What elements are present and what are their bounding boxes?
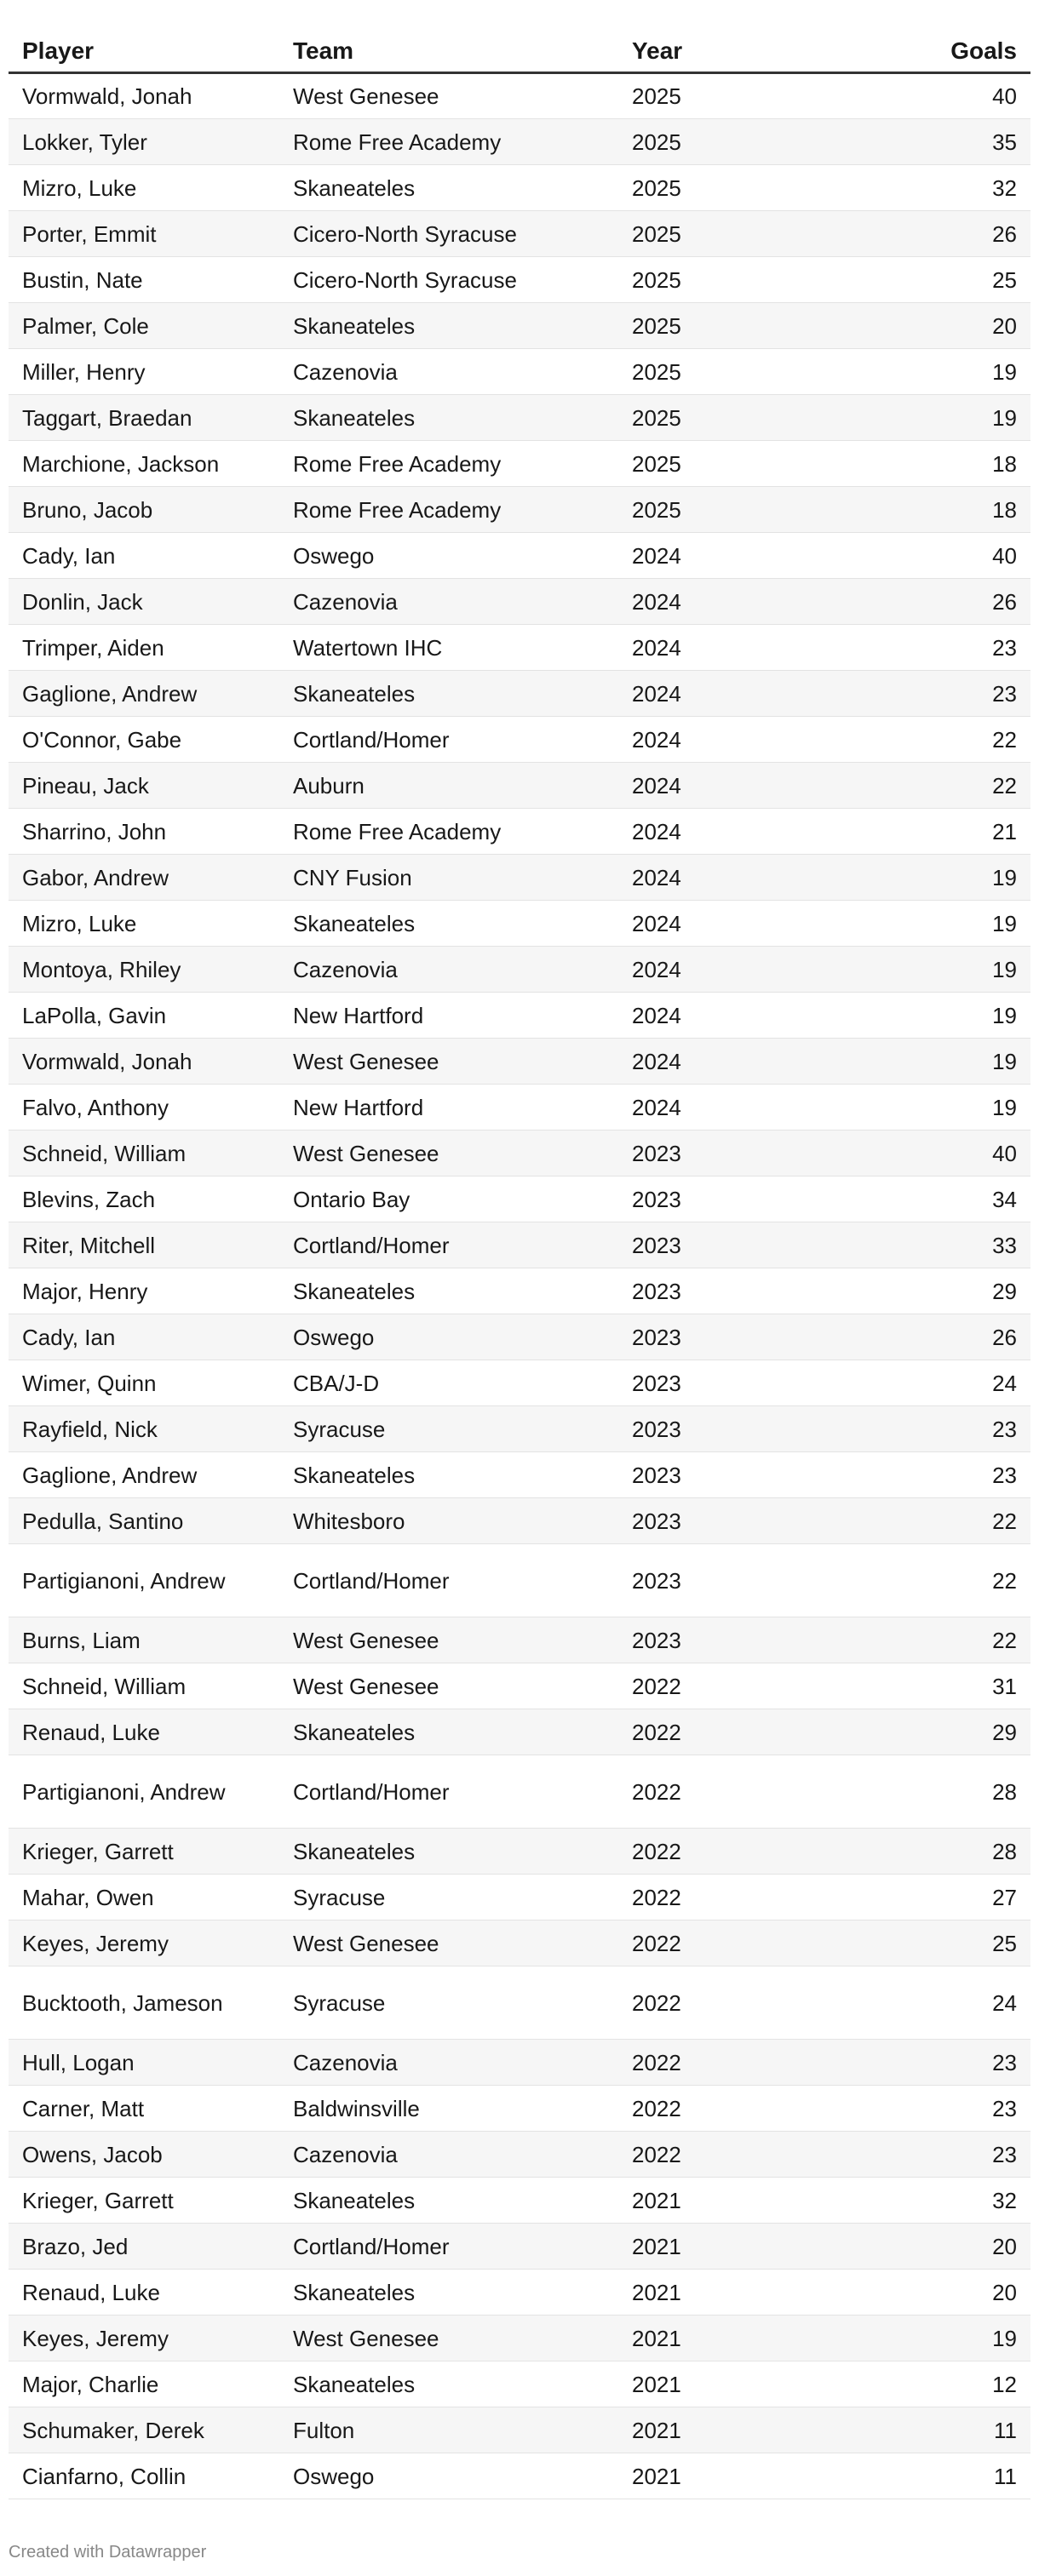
cell-player: Riter, Mitchell	[9, 1222, 279, 1268]
table-container	[9, 26, 1030, 2499]
cell-goals: 18	[789, 487, 1030, 533]
cell-team: Auburn	[279, 763, 618, 809]
cell-player: Palmer, Cole	[9, 303, 279, 349]
table-row	[9, 2040, 1030, 2086]
cell-team: Oswego	[279, 533, 618, 579]
cell-player: Mahar, Owen	[9, 1875, 279, 1921]
cell-team: Skaneateles	[279, 1268, 618, 1314]
table-row	[9, 487, 1030, 533]
cell-team: Skaneateles	[279, 165, 618, 211]
goals-table	[9, 26, 1030, 2499]
cell-team: Ontario Bay	[279, 1176, 618, 1222]
cell-year: 2023	[618, 1406, 789, 1452]
cell-goals: 22	[789, 763, 1030, 809]
cell-goals: 19	[789, 1039, 1030, 1085]
cell-team: Cortland/Homer	[279, 1222, 618, 1268]
cell-year: 2021	[618, 2224, 789, 2270]
datawrapper-credit: Created with Datawrapper	[9, 2543, 207, 2562]
table-row	[9, 2132, 1030, 2178]
cell-goals: 19	[789, 855, 1030, 901]
cell-team: Skaneateles	[279, 2178, 618, 2224]
table-row	[9, 257, 1030, 303]
cell-year: 2025	[618, 211, 789, 257]
cell-goals: 19	[789, 947, 1030, 993]
cell-goals: 20	[789, 2270, 1030, 2316]
cell-team: Cazenovia	[279, 947, 618, 993]
cell-goals: 23	[789, 1452, 1030, 1498]
cell-year: 2025	[618, 165, 789, 211]
table-row	[9, 2316, 1030, 2361]
cell-goals: 25	[789, 1921, 1030, 1966]
table-row	[9, 763, 1030, 809]
cell-goals: 19	[789, 993, 1030, 1039]
cell-goals: 19	[789, 2316, 1030, 2361]
cell-team: Syracuse	[279, 1875, 618, 1921]
cell-goals: 11	[789, 2407, 1030, 2453]
cell-team: Cazenovia	[279, 2132, 618, 2178]
cell-year: 2022	[618, 1829, 789, 1875]
cell-goals: 23	[789, 2086, 1030, 2132]
cell-team: Rome Free Academy	[279, 441, 618, 487]
cell-goals: 40	[789, 1131, 1030, 1176]
cell-year: 2024	[618, 717, 789, 763]
cell-player: Gaglione, Andrew	[9, 671, 279, 717]
cell-goals: 31	[789, 1663, 1030, 1709]
cell-team: West Genesee	[279, 1617, 618, 1663]
cell-player: Mizro, Luke	[9, 901, 279, 947]
column-header-goals[interactable]: Goals	[789, 26, 1030, 73]
cell-team: Cazenovia	[279, 349, 618, 395]
cell-year: 2024	[618, 533, 789, 579]
cell-player: Major, Charlie	[9, 2361, 279, 2407]
cell-goals: 32	[789, 2178, 1030, 2224]
cell-goals: 11	[789, 2453, 1030, 2499]
cell-team: Rome Free Academy	[279, 487, 618, 533]
table-row	[9, 441, 1030, 487]
cell-goals: 28	[789, 1829, 1030, 1875]
table-header	[9, 26, 1030, 73]
cell-goals: 26	[789, 579, 1030, 625]
cell-year: 2021	[618, 2316, 789, 2361]
cell-team: West Genesee	[279, 1921, 618, 1966]
cell-player: Schneid, William	[9, 1663, 279, 1709]
cell-player: Partigianoni, Andrew	[9, 1755, 279, 1829]
table-row	[9, 1617, 1030, 1663]
table-row	[9, 395, 1030, 441]
header-row	[9, 26, 1030, 73]
cell-player: Cady, Ian	[9, 1314, 279, 1360]
cell-team: Skaneateles	[279, 2270, 618, 2316]
cell-goals: 27	[789, 1875, 1030, 1921]
table-row	[9, 1360, 1030, 1406]
cell-year: 2025	[618, 303, 789, 349]
cell-year: 2023	[618, 1544, 789, 1617]
table-row	[9, 1498, 1030, 1544]
cell-team: Cicero-North Syracuse	[279, 257, 618, 303]
cell-goals: 33	[789, 1222, 1030, 1268]
cell-year: 2023	[618, 1268, 789, 1314]
cell-player: Marchione, Jackson	[9, 441, 279, 487]
table-row	[9, 1966, 1030, 2040]
table-row	[9, 809, 1030, 855]
cell-player: Bucktooth, Jameson	[9, 1966, 279, 2040]
cell-year: 2022	[618, 1755, 789, 1829]
cell-player: Mizro, Luke	[9, 165, 279, 211]
cell-year: 2022	[618, 1966, 789, 2040]
table-row	[9, 579, 1030, 625]
cell-player: Bruno, Jacob	[9, 487, 279, 533]
cell-team: Rome Free Academy	[279, 809, 618, 855]
cell-year: 2021	[618, 2178, 789, 2224]
cell-year: 2025	[618, 441, 789, 487]
cell-year: 2021	[618, 2270, 789, 2316]
cell-team: CBA/J-D	[279, 1360, 618, 1406]
cell-player: Owens, Jacob	[9, 2132, 279, 2178]
cell-goals: 23	[789, 671, 1030, 717]
cell-player: Falvo, Anthony	[9, 1085, 279, 1131]
cell-player: Brazo, Jed	[9, 2224, 279, 2270]
cell-player: Keyes, Jeremy	[9, 2316, 279, 2361]
cell-team: Cortland/Homer	[279, 1755, 618, 1829]
cell-goals: 22	[789, 717, 1030, 763]
table-row	[9, 901, 1030, 947]
table-row	[9, 1406, 1030, 1452]
table-row	[9, 2270, 1030, 2316]
cell-team: Rome Free Academy	[279, 119, 618, 165]
cell-team: Skaneateles	[279, 901, 618, 947]
cell-player: Keyes, Jeremy	[9, 1921, 279, 1966]
cell-player: Donlin, Jack	[9, 579, 279, 625]
cell-year: 2024	[618, 809, 789, 855]
table-row	[9, 947, 1030, 993]
cell-team: Oswego	[279, 2453, 618, 2499]
cell-team: Skaneateles	[279, 395, 618, 441]
table-row	[9, 1829, 1030, 1875]
cell-year: 2023	[618, 1617, 789, 1663]
cell-player: Krieger, Garrett	[9, 2178, 279, 2224]
cell-year: 2025	[618, 73, 789, 119]
cell-player: Major, Henry	[9, 1268, 279, 1314]
cell-team: Skaneateles	[279, 671, 618, 717]
cell-team: West Genesee	[279, 1131, 618, 1176]
cell-year: 2024	[618, 855, 789, 901]
cell-goals: 22	[789, 1498, 1030, 1544]
cell-year: 2024	[618, 1085, 789, 1131]
cell-goals: 20	[789, 303, 1030, 349]
cell-player: LaPolla, Gavin	[9, 993, 279, 1039]
cell-team: Skaneateles	[279, 1452, 618, 1498]
cell-team: Syracuse	[279, 1966, 618, 2040]
cell-team: West Genesee	[279, 1039, 618, 1085]
cell-goals: 22	[789, 1617, 1030, 1663]
table-row	[9, 1544, 1030, 1617]
cell-year: 2024	[618, 763, 789, 809]
cell-year: 2022	[618, 2040, 789, 2086]
cell-player: Hull, Logan	[9, 2040, 279, 2086]
cell-year: 2023	[618, 1176, 789, 1222]
cell-goals: 22	[789, 1544, 1030, 1617]
cell-goals: 29	[789, 1268, 1030, 1314]
cell-player: O'Connor, Gabe	[9, 717, 279, 763]
cell-goals: 21	[789, 809, 1030, 855]
cell-team: Skaneateles	[279, 303, 618, 349]
cell-player: Renaud, Luke	[9, 2270, 279, 2316]
cell-team: New Hartford	[279, 993, 618, 1039]
table-row	[9, 2361, 1030, 2407]
cell-team: Whitesboro	[279, 1498, 618, 1544]
cell-goals: 40	[789, 73, 1030, 119]
table-row	[9, 2453, 1030, 2499]
cell-player: Schumaker, Derek	[9, 2407, 279, 2453]
cell-player: Pedulla, Santino	[9, 1498, 279, 1544]
cell-player: Gabor, Andrew	[9, 855, 279, 901]
table-row	[9, 1709, 1030, 1755]
table-row	[9, 2407, 1030, 2453]
cell-player: Pineau, Jack	[9, 763, 279, 809]
cell-player: Trimper, Aiden	[9, 625, 279, 671]
cell-goals: 19	[789, 349, 1030, 395]
table-row	[9, 303, 1030, 349]
cell-year: 2023	[618, 1222, 789, 1268]
cell-player: Cady, Ian	[9, 533, 279, 579]
cell-goals: 35	[789, 119, 1030, 165]
table-row	[9, 671, 1030, 717]
table-row	[9, 1131, 1030, 1176]
cell-goals: 40	[789, 533, 1030, 579]
cell-year: 2022	[618, 1663, 789, 1709]
cell-player: Partigianoni, Andrew	[9, 1544, 279, 1617]
table-row	[9, 2224, 1030, 2270]
cell-player: Vormwald, Jonah	[9, 1039, 279, 1085]
cell-player: Porter, Emmit	[9, 211, 279, 257]
table-row	[9, 1222, 1030, 1268]
cell-year: 2025	[618, 257, 789, 303]
cell-team: West Genesee	[279, 2316, 618, 2361]
table-row	[9, 165, 1030, 211]
table-row	[9, 211, 1030, 257]
table-row	[9, 1921, 1030, 1966]
cell-player: Burns, Liam	[9, 1617, 279, 1663]
cell-goals: 28	[789, 1755, 1030, 1829]
cell-player: Bustin, Nate	[9, 257, 279, 303]
table-row	[9, 1039, 1030, 1085]
cell-player: Wimer, Quinn	[9, 1360, 279, 1406]
cell-team: CNY Fusion	[279, 855, 618, 901]
table-row	[9, 1314, 1030, 1360]
table-row	[9, 855, 1030, 901]
cell-team: Cortland/Homer	[279, 717, 618, 763]
cell-goals: 19	[789, 901, 1030, 947]
cell-team: Fulton	[279, 2407, 618, 2453]
cell-goals: 23	[789, 2132, 1030, 2178]
cell-year: 2024	[618, 993, 789, 1039]
cell-player: Renaud, Luke	[9, 1709, 279, 1755]
cell-player: Vormwald, Jonah	[9, 73, 279, 119]
cell-goals: 26	[789, 211, 1030, 257]
table-row	[9, 717, 1030, 763]
cell-year: 2025	[618, 487, 789, 533]
cell-goals: 19	[789, 1085, 1030, 1131]
cell-year: 2023	[618, 1360, 789, 1406]
column-header-player[interactable]: Player	[9, 26, 279, 73]
cell-year: 2024	[618, 947, 789, 993]
cell-year: 2023	[618, 1131, 789, 1176]
column-header-year[interactable]: Year	[618, 26, 789, 73]
cell-year: 2022	[618, 2132, 789, 2178]
cell-goals: 19	[789, 395, 1030, 441]
column-header-team[interactable]: Team	[279, 26, 618, 73]
cell-goals: 24	[789, 1966, 1030, 2040]
cell-year: 2022	[618, 1921, 789, 1966]
cell-year: 2024	[618, 625, 789, 671]
cell-year: 2024	[618, 579, 789, 625]
table-row	[9, 1452, 1030, 1498]
cell-year: 2021	[618, 2361, 789, 2407]
cell-goals: 34	[789, 1176, 1030, 1222]
cell-team: Baldwinsville	[279, 2086, 618, 2132]
cell-player: Krieger, Garrett	[9, 1829, 279, 1875]
cell-player: Sharrino, John	[9, 809, 279, 855]
cell-year: 2022	[618, 2086, 789, 2132]
table-row	[9, 349, 1030, 395]
table-row	[9, 119, 1030, 165]
cell-team: Watertown IHC	[279, 625, 618, 671]
cell-goals: 25	[789, 257, 1030, 303]
table-row	[9, 2178, 1030, 2224]
cell-player: Schneid, William	[9, 1131, 279, 1176]
cell-goals: 24	[789, 1360, 1030, 1406]
cell-year: 2021	[618, 2407, 789, 2453]
cell-team: Cicero-North Syracuse	[279, 211, 618, 257]
cell-year: 2025	[618, 119, 789, 165]
cell-year: 2022	[618, 1875, 789, 1921]
table-row	[9, 1755, 1030, 1829]
cell-team: Skaneateles	[279, 1709, 618, 1755]
cell-year: 2023	[618, 1452, 789, 1498]
table-row	[9, 625, 1030, 671]
cell-team: Cortland/Homer	[279, 2224, 618, 2270]
table-row	[9, 1663, 1030, 1709]
table-row	[9, 73, 1030, 119]
cell-year: 2025	[618, 395, 789, 441]
cell-player: Blevins, Zach	[9, 1176, 279, 1222]
cell-team: Cazenovia	[279, 579, 618, 625]
cell-goals: 29	[789, 1709, 1030, 1755]
cell-year: 2022	[618, 1709, 789, 1755]
cell-team: New Hartford	[279, 1085, 618, 1131]
cell-goals: 23	[789, 2040, 1030, 2086]
cell-team: West Genesee	[279, 73, 618, 119]
table-row	[9, 1875, 1030, 1921]
cell-team: Syracuse	[279, 1406, 618, 1452]
table-row	[9, 1176, 1030, 1222]
cell-player: Taggart, Braedan	[9, 395, 279, 441]
cell-goals: 23	[789, 625, 1030, 671]
cell-goals: 12	[789, 2361, 1030, 2407]
cell-year: 2023	[618, 1498, 789, 1544]
cell-player: Miller, Henry	[9, 349, 279, 395]
cell-year: 2025	[618, 349, 789, 395]
table-row	[9, 1085, 1030, 1131]
cell-player: Cianfarno, Collin	[9, 2453, 279, 2499]
cell-player: Carner, Matt	[9, 2086, 279, 2132]
cell-team: Skaneateles	[279, 1829, 618, 1875]
cell-player: Montoya, Rhiley	[9, 947, 279, 993]
cell-year: 2024	[618, 901, 789, 947]
cell-team: Oswego	[279, 1314, 618, 1360]
cell-player: Rayfield, Nick	[9, 1406, 279, 1452]
cell-team: West Genesee	[279, 1663, 618, 1709]
table-row	[9, 2086, 1030, 2132]
cell-team: Skaneateles	[279, 2361, 618, 2407]
cell-year: 2024	[618, 671, 789, 717]
cell-player: Gaglione, Andrew	[9, 1452, 279, 1498]
table-row	[9, 1268, 1030, 1314]
cell-year: 2021	[618, 2453, 789, 2499]
cell-goals: 26	[789, 1314, 1030, 1360]
cell-team: Cazenovia	[279, 2040, 618, 2086]
table-row	[9, 993, 1030, 1039]
cell-goals: 20	[789, 2224, 1030, 2270]
table-body	[9, 73, 1030, 2499]
cell-goals: 23	[789, 1406, 1030, 1452]
cell-goals: 18	[789, 441, 1030, 487]
cell-player: Lokker, Tyler	[9, 119, 279, 165]
cell-year: 2023	[618, 1314, 789, 1360]
cell-year: 2024	[618, 1039, 789, 1085]
table-row	[9, 533, 1030, 579]
cell-goals: 32	[789, 165, 1030, 211]
cell-team: Cortland/Homer	[279, 1544, 618, 1617]
